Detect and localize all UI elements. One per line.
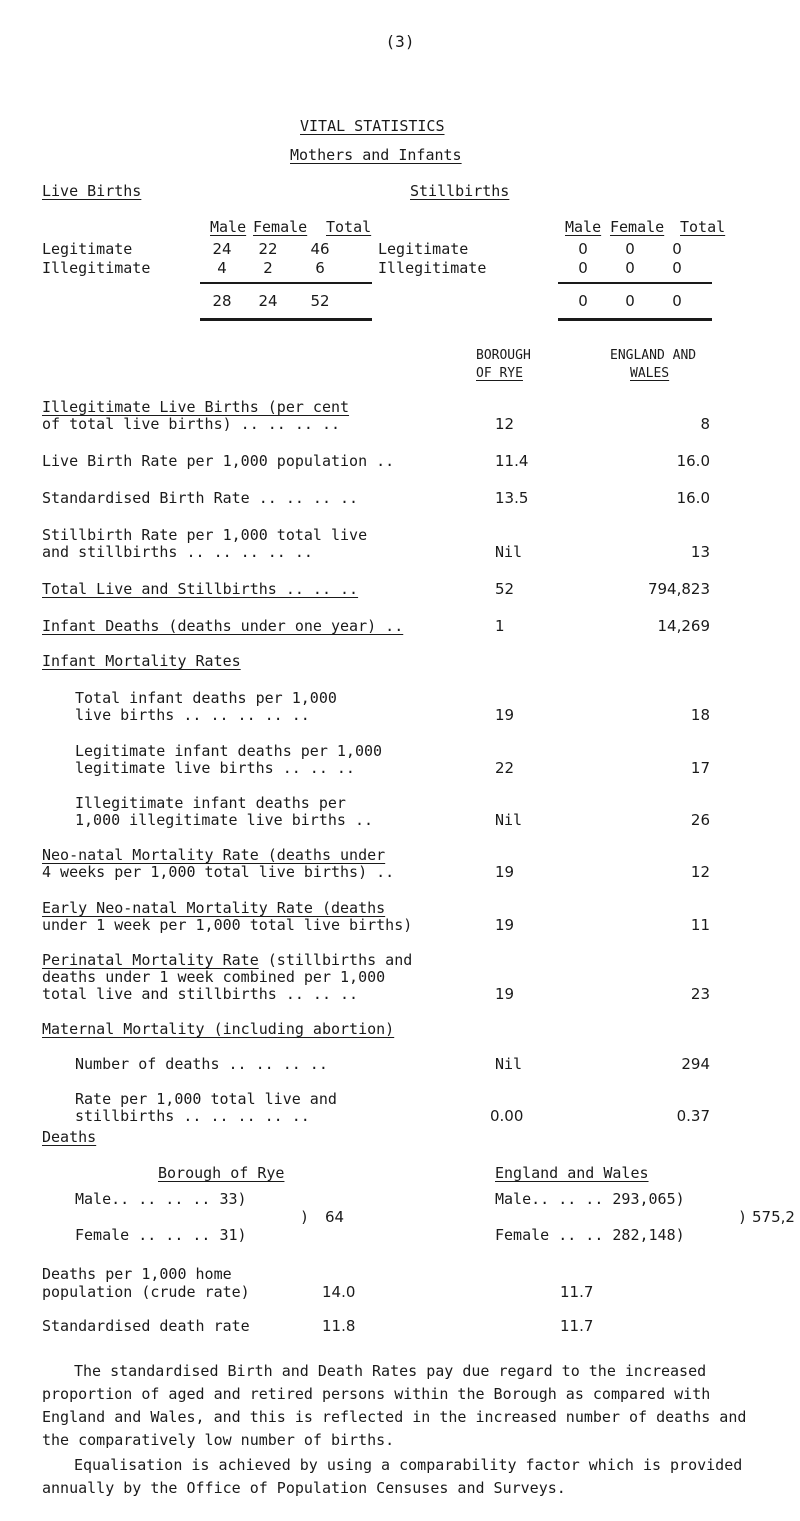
lb-total-cell: 52 — [310, 292, 330, 310]
rate-label: Early Neo-natal Mortality Rate (deaths — [42, 899, 386, 917]
sb-cell: 0 — [672, 240, 682, 258]
rye-value: 1 — [495, 617, 505, 635]
sb-total-cell: 0 — [578, 292, 588, 310]
deaths-ew-bracket: ) — [738, 1208, 748, 1226]
rate-label: Total infant deaths per 1,000 — [75, 689, 337, 707]
page-number: (3) — [385, 32, 415, 51]
lb-cell: 6 — [315, 259, 325, 277]
sb-cell: 0 — [625, 240, 635, 258]
lb-col-total: Total — [326, 218, 372, 236]
ew-value: 8 — [700, 415, 710, 433]
deaths-heading: Deaths — [42, 1128, 97, 1146]
lb-col-male: Male — [210, 218, 247, 236]
rate-label: and stillbirths .. .. .. .. .. — [42, 543, 313, 561]
col-borough-l1: BOROUGH — [476, 348, 531, 363]
rate-label: legitimate live births .. .. .. — [75, 759, 355, 777]
maternal-heading: Maternal Mortality (including abortion) — [42, 1020, 395, 1038]
rye-value: 0.00 — [490, 1107, 524, 1125]
perinatal-heading: Perinatal Mortality Rate — [42, 951, 259, 969]
stillbirths-heading: Stillbirths — [410, 182, 510, 200]
divider — [558, 318, 712, 321]
rate-label: under 1 week per 1,000 total live births) — [42, 916, 413, 934]
rye-value: 13.5 — [495, 489, 529, 507]
divider — [200, 282, 372, 284]
ew-value: 13 — [690, 543, 710, 561]
deaths-rye-female: Female .. .. .. 31) — [75, 1226, 247, 1244]
col-england-l2: WALES — [630, 366, 670, 381]
deaths-rye-total: 64 — [325, 1208, 345, 1226]
perinatal-heading-rest: (stillbirths and — [258, 951, 413, 969]
ew-value: 16.0 — [676, 489, 710, 507]
deaths-crude-label: Deaths per 1,000 home — [42, 1265, 232, 1283]
deaths-ew-heading: England and Wales — [495, 1164, 649, 1182]
ew-value: 794,823 — [647, 580, 710, 598]
rate-label: Illegitimate infant deaths per — [75, 794, 346, 812]
rate-label: 1,000 illegitimate live births .. — [75, 811, 374, 829]
rye-value: 12 — [495, 415, 515, 433]
lb-row-label: Illegitimate — [42, 259, 151, 277]
ew-value: 14,269 — [657, 617, 710, 635]
rate-label: Legitimate infant deaths per 1,000 — [75, 742, 383, 760]
deaths-std-rye: 11.8 — [322, 1317, 356, 1335]
ew-value: 0.37 — [676, 1107, 710, 1125]
rye-value: 52 — [495, 580, 515, 598]
rate-label: Stillbirth Rate per 1,000 total live — [42, 526, 368, 544]
divider — [200, 318, 372, 321]
rate-label: deaths under 1 week combined per 1,000 — [42, 968, 386, 986]
ew-value: 23 — [690, 985, 710, 1003]
live-births-heading: Live Births — [42, 182, 142, 200]
lb-cell: 2 — [263, 259, 273, 277]
deaths-crude-ew: 11.7 — [560, 1283, 594, 1301]
rate-label: Live Birth Rate per 1,000 population .. — [42, 452, 395, 470]
rate-label: live births .. .. .. .. .. — [75, 706, 310, 724]
page-subtitle: Mothers and Infants — [290, 146, 462, 164]
ew-value: 17 — [690, 759, 710, 777]
rate-label: 4 weeks per 1,000 total live births) .. — [42, 863, 395, 881]
page-title: VITAL STATISTICS — [300, 117, 445, 135]
sb-row-label: Legitimate — [378, 240, 469, 258]
rye-value: Nil — [495, 1055, 523, 1073]
ew-value: 11 — [690, 916, 710, 934]
rate-label: total live and stillbirths .. .. .. — [42, 985, 359, 1003]
lb-cell: 22 — [258, 240, 278, 258]
rate-label: Neo-natal Mortality Rate (deaths under — [42, 846, 386, 864]
deaths-rye-bracket: ) — [300, 1208, 310, 1226]
rye-value: 19 — [495, 863, 515, 881]
rate-label: Infant Deaths (deaths under one year) .. — [42, 617, 404, 635]
col-england-l1: ENGLAND AND — [610, 348, 697, 363]
sb-total-cell: 0 — [625, 292, 635, 310]
rate-label: Illegitimate Live Births (per cent — [42, 398, 350, 416]
deaths-std-ew: 11.7 — [560, 1317, 594, 1335]
lb-total-cell: 24 — [258, 292, 278, 310]
lb-cell: 4 — [217, 259, 227, 277]
deaths-rye-heading: Borough of Rye — [158, 1164, 285, 1182]
col-borough-l2: OF RYE — [476, 366, 523, 381]
deaths-std-label: Standardised death rate — [42, 1317, 250, 1335]
ew-value: 18 — [690, 706, 710, 724]
rate-label: Total Live and Stillbirths .. .. .. — [42, 580, 359, 598]
rate-label: Number of deaths .. .. .. .. — [75, 1055, 328, 1073]
rye-value: 11.4 — [495, 452, 529, 470]
lb-cell: 46 — [310, 240, 330, 258]
paragraph: The standardised Birth and Death Rates pay due regard to the increased proportion of aged and retired persons within the Borough as compared with England and Wales, and this is reflected in the increased number of deaths and the comparatively low number of births. — [42, 1362, 747, 1449]
sb-col-male: Male — [565, 218, 602, 236]
sb-total-cell: 0 — [672, 292, 682, 310]
ew-value: 12 — [690, 863, 710, 881]
ew-value: 294 — [681, 1055, 710, 1073]
deaths-rye-male: Male.. .. .. .. 33) — [75, 1190, 247, 1208]
lb-total-cell: 28 — [212, 292, 232, 310]
rye-value: 19 — [495, 916, 515, 934]
sb-cell: 0 — [578, 240, 588, 258]
rye-value: Nil — [495, 811, 523, 829]
rye-value: 19 — [495, 706, 515, 724]
sb-row-label: Illegitimate — [378, 259, 487, 277]
ew-value: 26 — [690, 811, 710, 829]
sb-cell: 0 — [578, 259, 588, 277]
deaths-ew-male: Male.. .. .. 293,065) — [495, 1190, 685, 1208]
rate-label: of total live births) .. .. .. .. — [42, 415, 341, 433]
lb-cell: 24 — [212, 240, 232, 258]
rye-value: 22 — [495, 759, 515, 777]
rye-value: 19 — [495, 985, 515, 1003]
deaths-ew-total: 575,2 — [752, 1208, 795, 1226]
sb-cell: 0 — [625, 259, 635, 277]
paragraph: Equalisation is achieved by using a comparability factor which is provided annually by the Office of Population Censuses and Surveys. — [42, 1456, 743, 1497]
ew-value: 16.0 — [676, 452, 710, 470]
lb-row-label: Legitimate — [42, 240, 133, 258]
rate-label: Standardised Birth Rate .. .. .. .. — [42, 489, 359, 507]
divider — [558, 282, 712, 284]
rate-label — [42, 951, 412, 969]
rye-value: Nil — [495, 543, 523, 561]
rate-label: Rate per 1,000 total live and — [75, 1090, 337, 1108]
sb-col-total: Total — [680, 218, 726, 236]
sb-col-female: Female — [610, 218, 665, 236]
deaths-crude-label: population (crude rate) — [42, 1283, 250, 1301]
infant-mortality-heading: Infant Mortality Rates — [42, 652, 241, 670]
rate-label: stillbirths .. .. .. .. .. — [75, 1107, 310, 1125]
lb-col-female: Female — [253, 218, 308, 236]
deaths-crude-rye: 14.0 — [322, 1283, 356, 1301]
sb-cell: 0 — [672, 259, 682, 277]
deaths-ew-female: Female .. .. 282,148) — [495, 1226, 685, 1244]
